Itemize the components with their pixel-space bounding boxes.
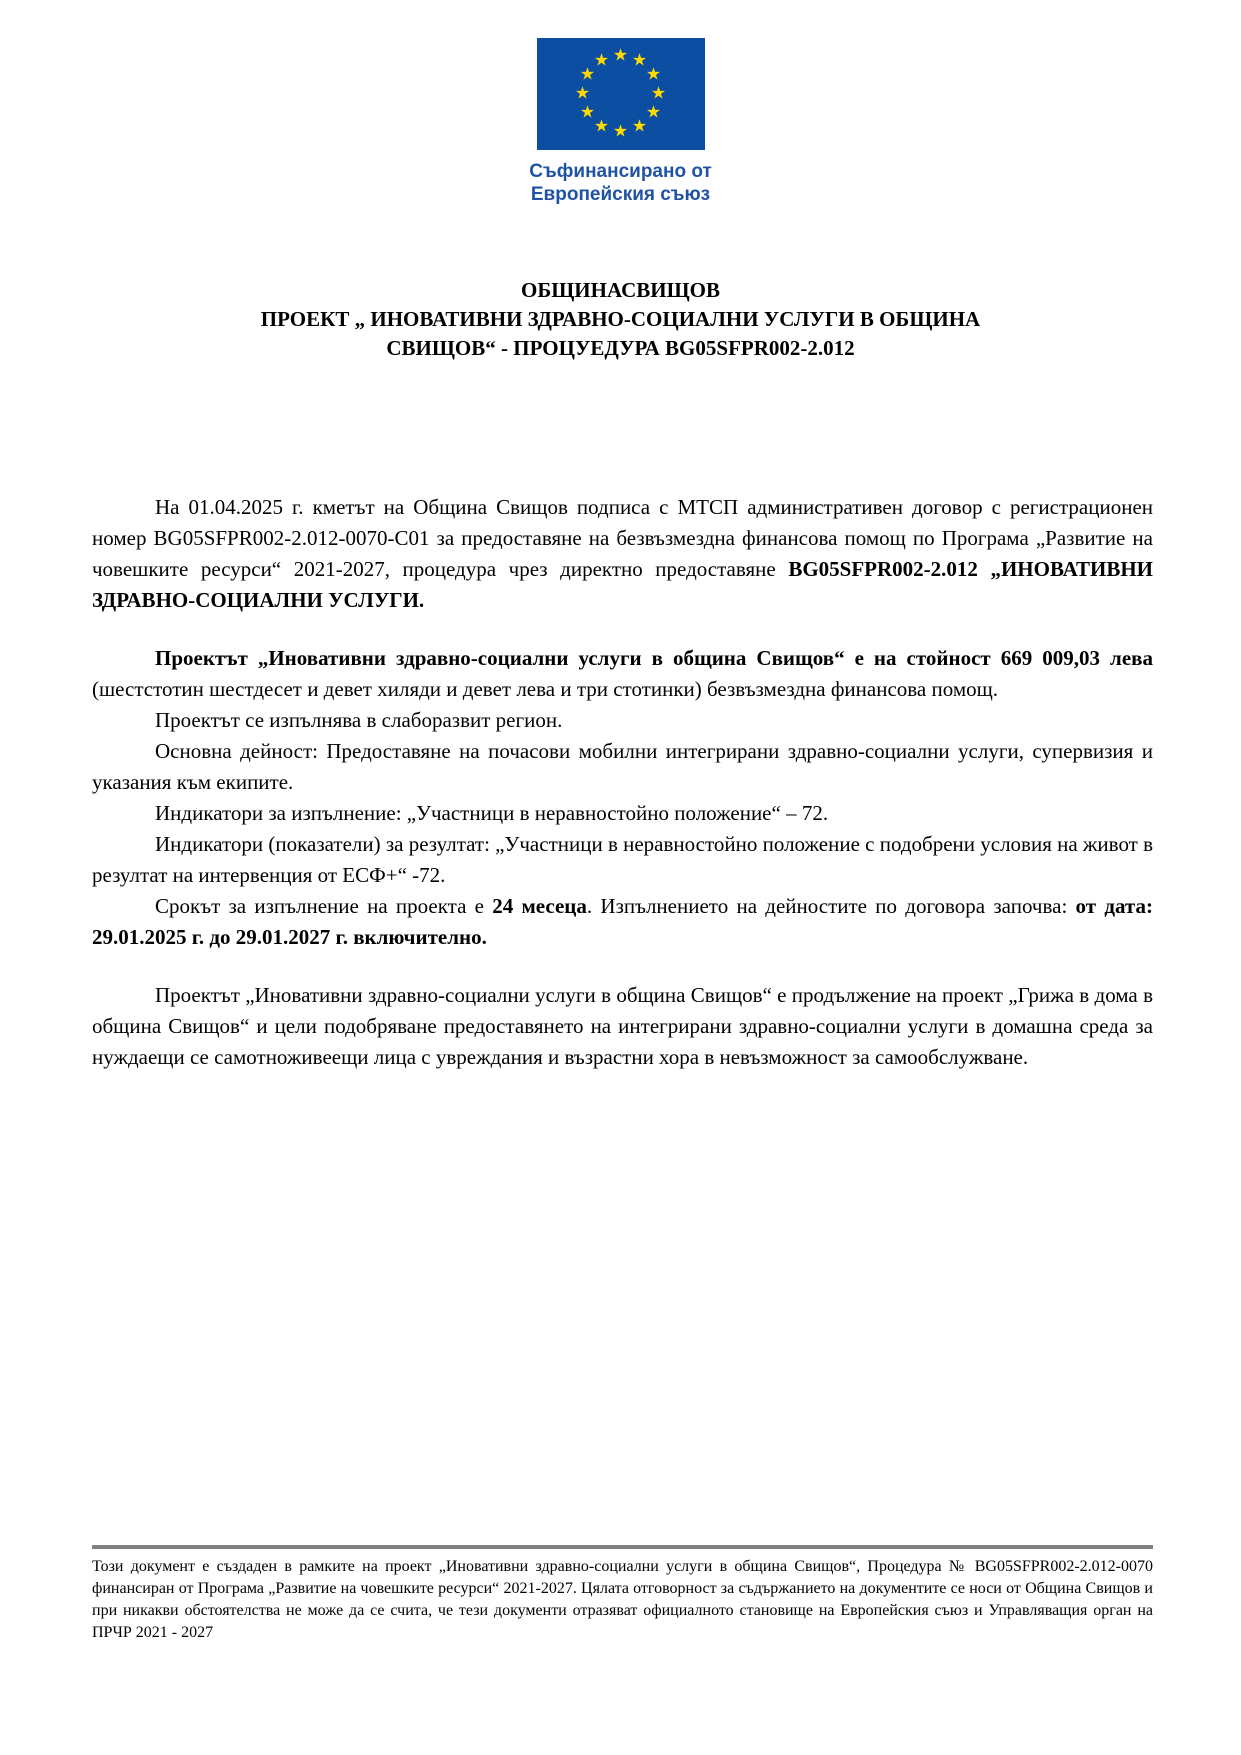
paragraph-text-bold: BG05SFPR002-2.012 „ИНОВАТИВНИ ЗДРАВНО-СОЦИАЛНИ УСЛУГИ. bbox=[92, 557, 1153, 612]
paragraph-text: Срокът за изпълнение на проекта е bbox=[155, 894, 493, 918]
doc-title-line2: ПРОЕКТ „ ИНОВАТИВНИ ЗДРАВНО-СОЦИАЛНИ УСЛУГИ В ОБЩИНА bbox=[260, 307, 981, 331]
paragraph-text-bold: Проектът „Иновативни здравно-социални услуги в община Свищов“ е на стойност 669 009,03 лева bbox=[155, 646, 1153, 670]
paragraph-indicators-execution bbox=[92, 798, 1153, 829]
paragraph-text-bold: от дата: 29.01.2025 г. до 29.01.2027 г. включително. bbox=[92, 894, 1153, 949]
paragraph-indicators-result bbox=[92, 829, 1153, 891]
paragraph-duration bbox=[92, 891, 1153, 953]
eu-star-icon: ★ bbox=[574, 83, 591, 104]
doc-body bbox=[92, 492, 1153, 1073]
footer-text: Този документ е създаден в рамките на проект „Иновативни здравно-социални услуги в община Свищов“, Процедура № BG05SFPR002-2.012-0070 финансиран от Програма „Развитие на човешките ресурси“ 2021-2027. Цялата отговорност за съдържанието на документите се носи от Община Свищов и при никакви обстоятелства не може да се счита, че тези документи отразяват официалното становище на Европейския съюз и Управляващия орган на ПРЧР 2021 - 2027 bbox=[92, 1558, 1153, 1641]
eu-logo-caption-line1: Съфинансирано от bbox=[529, 161, 712, 182]
eu-star-icon: ★ bbox=[579, 102, 596, 123]
paragraph-text: Проектът „Иновативни здравно-социални услуги в община Свищов“ е продължение на проект „Грижа в дома в община Свищов“ и цели подобряване предоставянето на интегрирани здравно-социални услуги в домашна среда за нуждаещи се самотноживеещи лица с увреждания и възрастни хора в невъзможност за самообслужване. bbox=[92, 983, 1153, 1069]
eu-flag-icon bbox=[537, 38, 705, 150]
eu-star-icon: ★ bbox=[593, 116, 610, 137]
paragraph-main-activity bbox=[92, 736, 1153, 798]
paragraph-text: Проектът се изпълнява в слаборазвит регион. bbox=[155, 708, 563, 732]
eu-star-icon: ★ bbox=[631, 116, 648, 137]
doc-footer bbox=[92, 1545, 1153, 1644]
eu-star-icon: ★ bbox=[645, 102, 662, 123]
footer-divider bbox=[92, 1545, 1153, 1549]
eu-star-icon: ★ bbox=[645, 64, 662, 85]
doc-title bbox=[0, 276, 1241, 363]
paragraph-text: Индикатори (показатели) за резултат: „Участници в неравностойно положение с подобрени условия на живот в резултат на интервенция от ЕСФ+“ -72. bbox=[92, 832, 1154, 887]
eu-star-icon: ★ bbox=[631, 50, 648, 71]
eu-logo-caption bbox=[0, 160, 1241, 206]
eu-star-icon: ★ bbox=[593, 50, 610, 71]
paragraph-contract bbox=[92, 492, 1153, 616]
paragraph-text: Индикатори за изпълнение: „Участници в неравностойно положение“ – 72. bbox=[155, 801, 829, 825]
eu-logo-caption-line2: Европейския съюз bbox=[530, 184, 711, 205]
eu-star-icon: ★ bbox=[612, 121, 629, 142]
paragraph-text: На 01.04.2025 г. кметът на Община Свищов подписа с МТСП административен договор с регистрационен номер BG05SFPR002-2.012-0070-C01 за предоставяне на безвъзмездна финансова помощ по Програма „Развитие на човешките ресурси“ 2021-2027, процедура чрез директно предоставяне bbox=[92, 495, 1153, 581]
paragraph-continuation bbox=[92, 980, 1153, 1073]
paragraph-project-value bbox=[92, 643, 1153, 705]
eu-star-icon: ★ bbox=[612, 45, 629, 66]
eu-logo bbox=[0, 38, 1241, 206]
paragraph-text: . Изпълнението на дейностите по договора започва: bbox=[586, 894, 1076, 918]
doc-title-line3: СВИЩОВ“ - ПРОЦУЕДУРА BG05SFPR002-2.012 bbox=[386, 336, 855, 360]
doc-title-line1: ОБЩИНАСВИЩОВ bbox=[521, 278, 720, 302]
paragraph-text-bold: 24 месеца bbox=[492, 894, 587, 918]
eu-star-icon: ★ bbox=[579, 64, 596, 85]
paragraph-text: (шестстотин шестдесет и девет хиляди и девет лева и три стотинки) безвъзмездна финансова помощ. bbox=[92, 677, 999, 701]
eu-star-icon: ★ bbox=[650, 83, 667, 104]
paragraph-text: Основна дейност: Предоставяне на почасови мобилни интегрирани здравно-социални услуги, супервизия и указания към екипите. bbox=[92, 739, 1153, 794]
paragraph-region bbox=[92, 705, 1153, 736]
